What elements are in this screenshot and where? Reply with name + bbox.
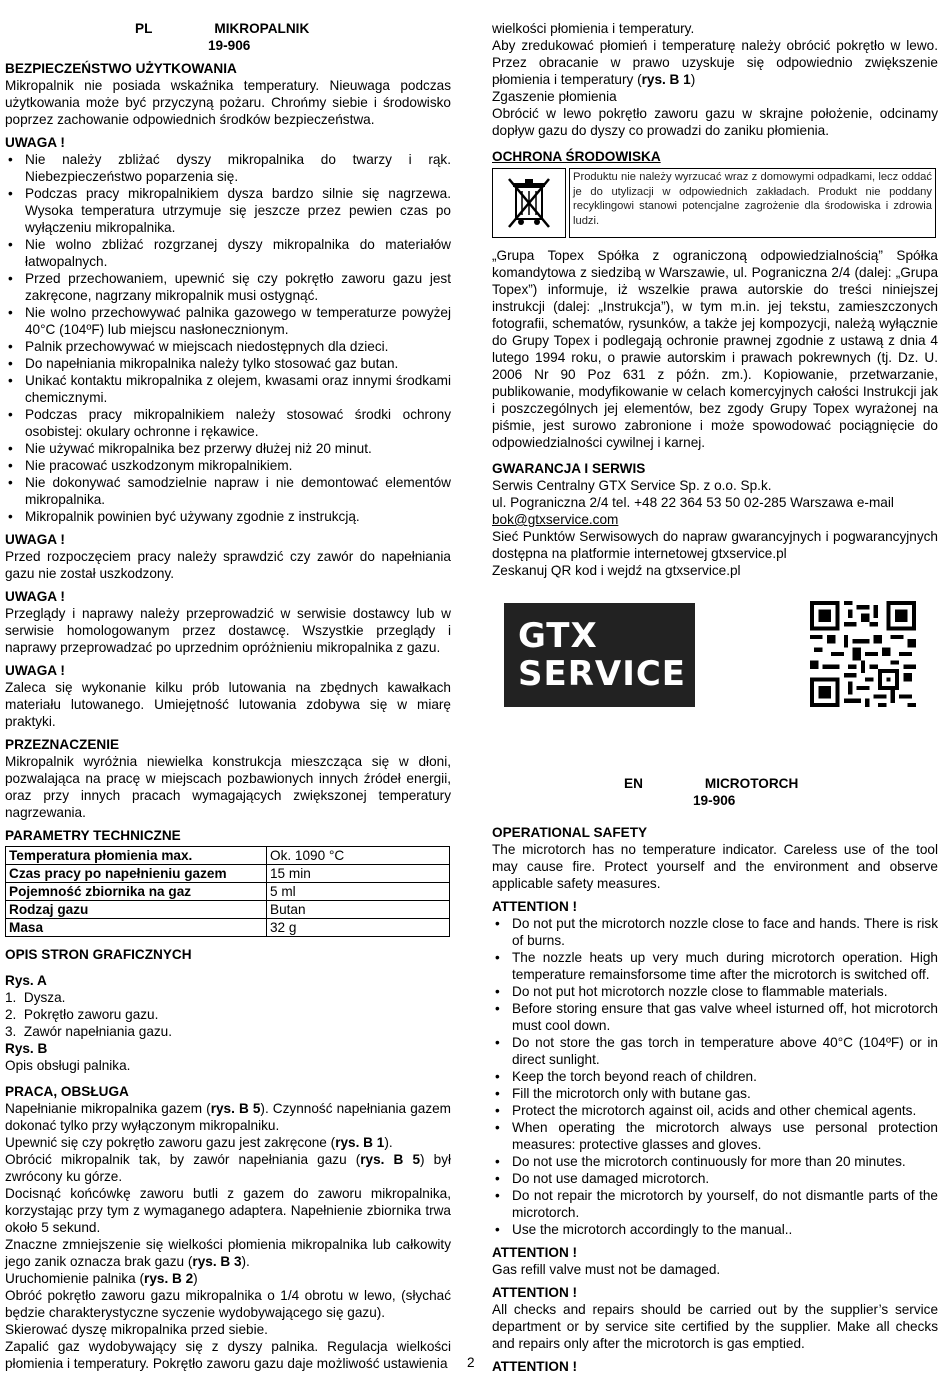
pl-op-9: Zapalić gaz wydobywający się z dyszy palnika. Regulacja wielkości płomienia i temperatury. Pokrętło zaworu gazu daje możliwość ustawienia [5,1339,451,1371]
pl-fig-a-label: Rys. A [5,973,47,988]
en-model-number: 19-906 [693,793,736,808]
pl-specs-table [5,846,450,937]
page-number: 2 [467,1355,475,1370]
pl-warning-label: UWAGA ! [5,135,65,150]
spec-value: Butan [267,901,450,919]
pl-warranty-line3: Sieć Punktów Serwisowych do napraw gwarancyjnych i pogwarancyjnych dostępna na platformie internetowej gtxservice.pl [492,529,938,561]
logo-line-1: GTX [518,616,598,656]
pl-specs-heading: PARAMETRY TECHNICZNE [5,828,181,843]
pl-op-6: Uruchomienie palnika (rys. B 2) [5,1271,198,1286]
list-item: • Nie używać mikropalnika bez przerwy dłużej niż 20 minut. [5,440,451,457]
pl-warranty-line2: ul. Pograniczna 2/4 tel. +48 22 364 53 50 02-285 Warszawa e-mail [492,495,894,510]
pl-warning-text-3: Przeglądy i naprawy należy przeprowadzić w serwisie dostawcy lub w serwisie homologowanym przez dostawcę. Wszystkie przeglądy i naprawy przeprowadzać po uprzednim opróżnieniu mikropalnika z gazu. [5,606,451,655]
pl-op-3: Obrócić mikropalnik tak, by zawór napełniania gazu (rys. B 5) był zwrócony ku górze. [5,1152,452,1184]
pl-op-4: Docisnąć końcówkę zaworu butli z gazem do zaworu mikropalnika, korzystając przy tym z wymaganego adaptera. Napełnienie zbiornika trwa około 5 sekund. [5,1186,451,1235]
table-row [6,901,450,919]
list-item: • Protect the microtorch against oil, acids and other chemical agents. [492,1102,938,1119]
table-row [6,847,450,865]
en-attention-label-4: ATTENTION ! [492,1359,578,1374]
pl-warnings-list [5,151,451,525]
list-item: • Do napełniania mikropalnika należy tylko stosować gaz butan. [5,355,451,372]
pl-lang-code: PL [135,21,153,36]
spec-value: 15 min [267,865,450,883]
list-item: • Unikać kontaktu mikropalnika z olejem, kwasami oraz innymi środkami chemicznymi. [5,372,451,406]
left-column [5,20,451,1372]
list-item: • Keep the torch beyond reach of children. [492,1068,938,1085]
list-item: • Nie dokonywać samodzielnie napraw i nie demontować elementów mikropalnika. [5,474,451,508]
pl-warning-label-3: UWAGA ! [5,589,65,604]
pl-warning-text-2: Przed rozpoczęciem pracy należy sprawdzić czy zawór do napełniania gazu nie został uszkodzony. [5,549,451,581]
pl-fig-b-text: Opis obsługi palnika. [5,1058,131,1073]
list-item: • Do not put the microtorch nozzle close to face and hands. There is risk of burns. [492,915,938,949]
en-attention-label: ATTENTION ! [492,899,578,914]
pl-safety-intro: Mikropalnik nie posiada wskaźnika temperatury. Nieuwaga podczas użytkowania może być przyczyną pożaru. Chrońmy siebie i środowisko poprzez zachowanie odpowiednich środków bezpieczeństwa. [5,78,451,127]
crossed-bin-icon [506,175,552,231]
pl-warning-label-4: UWAGA ! [5,663,65,678]
pl-op-8: Skierować dyszę mikropalnika przed siebie. [5,1322,268,1337]
qr-code-icon[interactable] [810,601,916,707]
spec-label: Masa [6,919,267,937]
spec-label: Pojemność zbiornika na gaz [6,883,267,901]
pl-warranty-heading: GWARANCJA I SERWIS [492,461,646,476]
list-item: • Do not use the microtorch continuously for more than 20 minutes. [492,1153,938,1170]
en-attention-label-2: ATTENTION ! [492,1245,578,1260]
list-item: • Podczas pracy mikropalnikiem dysza bardzo silnie się nagrzewa. Wysoka temperatura utrzymuje się jeszcze przez pewien czas po wyłączeniu mikropalnika. [5,185,451,236]
list-item: 3. Zawór napełniania gazu. [5,1024,173,1039]
en-attention-label-3: ATTENTION ! [492,1285,578,1300]
list-item: • The nozzle heats up very much during microtorch operation. High temperature remainsforsome time after the microtorch is switched off. [492,949,938,983]
pl-warning-label-2: UWAGA ! [5,532,65,547]
spec-label: Czas pracy po napełnieniu gazem [6,865,267,883]
pl-fig-b-label: Rys. B [5,1041,48,1056]
pl-graphics-heading: OPIS STRON GRAFICZNYCH [5,947,192,962]
table-row [6,865,450,883]
list-item: • Nie wolno zbliżać rozgrzanej dyszy mikropalnika do materiałów łatwopalnych. [5,236,451,270]
spec-value: Ok. 1090 °C [267,847,450,865]
list-item: 1. Dysza. [5,990,66,1005]
pl-purpose-heading: PRZEZNACZENIE [5,737,120,752]
pl-warranty-line4: Zeskanuj QR kod i wejdź na gtxservice.pl [492,563,741,578]
en-warnings-list [492,915,938,1238]
spec-value: 5 ml [267,883,450,901]
pl-model-number: 19-906 [208,38,251,53]
list-item: • Nie należy zbliżać dyszy mikropalnika do twarzy i rąk. Niebezpieczeństwo poparzenia się. [5,151,451,185]
en-safety-intro: The microtorch has no temperature indicator. Careless use of the tool may cause fire. Protect yourself and the environment and observe applicable safety measures. [492,842,938,891]
pl-warning-text-4: Zaleca się wykonanie kilku prób lutowania na zbędnych kawałkach materiału lutowanego. Umiejętność lutowania zdobywa się w miarę praktyki. [5,680,451,729]
weee-notice [492,168,938,238]
spec-value: 32 g [267,919,450,937]
table-row [6,919,450,937]
pl-operation-heading: PRACA, OBSŁUGA [5,1084,129,1099]
pl-op-2: Upewnić się czy pokrętło zaworu gazu jest zakręcone (rys. B 1). [5,1135,393,1150]
list-item: • Nie wolno przechowywać palnika gazowego w temperaturze powyżej 40°C (104ºF) lub miejscu nasłonecznionym. [5,304,451,338]
pl-copyright-text: „Grupa Topex Spółka z ograniczoną odpowiedzialnością” Spółka komandytowa z siedzibą w Warszawie, ul. Pograniczna 2/4 (dalej: „Grupa Topex”) informuje, iż wszelkie prawa autorskie do treści niniejszej instrukcji (dalej: „Instrukcja”), w tym m.in. jej tekstu, zamieszczonych fotografii, schematów, rysunków, a także jej kompozycji, należą wyłącznie do Grupy Topex i podlegają ochronie prawnej zgodnie z ustawą z dnia 4 lutego 1994 roku, o prawie autorskim i prawach pokrewnych (tj. Dz. U. 2006 Nr 90 Poz 631 z późn. zm.). Kopiowanie, przetwarzanie, publikowanie, modyfikowanie w celach komercyjnych całości Instrukcji jak i poszczególnych jej elementów, bez zgody Grupy Topex wyrażonej na piśmie, jest surowo zabronione i może spowodować pociągnięcie do odpowiedzialności cywilnej i karnej. [492,248,938,450]
pl-op-5: Znaczne zmniejszenie się wielkości płomienia mikropalnika lub całkowity jego zanik oznacza brak gazu (rys. B 3). [5,1237,451,1269]
pl-extinguish-heading: Zgaszenie płomienia [492,89,617,104]
logos-area [492,579,938,749]
list-item: • Do not use damaged microtorch. [492,1170,938,1187]
list-item: • Palnik przechowywać w miejscach niedostępnych dla dzieci. [5,338,451,355]
weee-box [492,168,566,238]
en-attention-text-3: All checks and repairs should be carried out by the supplier’s service department or by service site certified by the supplier. Make all checks and repairs only after the microtorch is gas emptied. [492,1302,938,1351]
en-safety-heading: OPERATIONAL SAFETY [492,825,648,840]
list-item: • Do not store the gas torch in temperature above 40°C (104ºF) or in direct sunlight. [492,1034,938,1068]
pl-fig-a-list [5,989,451,1040]
list-item: • Do not repair the microtorch by yourself, do not dismantle parts of the microtorch. [492,1187,938,1221]
spec-label: Rodzaj gazu [6,901,267,919]
list-item: • Use the microtorch accordingly to the manual.. [492,1221,938,1238]
en-product-title: MICROTORCH [704,776,799,791]
right-column [492,20,938,1375]
list-item: 2. Pokrętło zaworu gazu. [5,1007,159,1022]
en-lang-code: EN [624,776,643,791]
pl-op-7: Obróć pokrętło zaworu gazu mikropalnika o 1/4 obrotu w lewo, (słychać będzie charakterystyczne syczenie wydobywającego się gazu). [5,1288,451,1320]
spec-label: Temperatura płomienia max. [6,847,267,865]
pl-purpose-text: Mikropalnik wyróżnia niewielka konstrukcja mieszcząca się w dłoni, pozwalająca na pracę w miejscach pozbawionych innych źródeł energii, oraz przy innych pracach wymagających zwiększonej temperatury nagrzewania. [5,754,451,820]
en-attention-text-2: Gas refill valve must not be damaged. [492,1262,721,1277]
pl-warranty-line1: Serwis Centralny GTX Service Sp. z o.o. Sp.k. [492,478,772,493]
list-item: • Nie pracować uszkodzonym mikropalnikiem. [5,457,451,474]
pl-op-10: Aby zredukować płomień i temperaturę należy obrócić pokrętło w lewo. Przez obracanie w prawo uzyskuje się odpowiednio zwiększenie płomienia i temperatury (rys. B 1) [492,38,938,87]
list-item: • Mikropalnik powinien być używany zgodnie z instrukcją. [5,508,451,525]
list-item: • Fill the microtorch only with butane gas. [492,1085,938,1102]
pl-product-title: MIKROPALNIK [214,21,310,36]
pl-warranty-email-link[interactable]: bok@gtxservice.com [492,512,619,527]
pl-op-1: Napełnianie mikropalnika gazem (rys. B 5). Czynność napełniania gazem dokonać tylko przy wyłączonym mikropalniku. [5,1101,451,1133]
pl-title-row [5,20,451,37]
en-title-row [492,775,938,792]
table-row [6,883,450,901]
list-item: • Before storing ensure that gas valve wheel isturned off, hot microtorch must cool down. [492,1000,938,1034]
gtx-service-logo [504,603,695,707]
pl-env-heading: OCHRONA ŚRODOWISKA [492,149,661,164]
weee-text: Produktu nie należy wyrzucać wraz z domowymi odpadkami, lecz oddać je do utylizacji w odpowiednich zakładach. Produkt nie poddany recyklingowi stanowi potencjalne zagrożenie dla środowiska i zdrowia ludzi. [569,168,936,238]
list-item: • When operating the microtorch always use personal protection measures: protective glasses and gloves. [492,1119,938,1153]
logo-line-2: SERVICE [518,654,687,694]
pl-safety-heading: BEZPIECZEŃSTWO UŻYTKOWANIA [5,61,237,76]
list-item: • Podczas pracy mikropalnikiem należy stosować środki ochrony osobistej: okulary ochronne i rękawice. [5,406,451,440]
list-item: • Przed przechowaniem, upewnić się czy pokrętło zaworu gazu jest zakręcone, nagrzany mikropalnik musi ostygnąć. [5,270,451,304]
pl-op-9-cont: wielkości płomienia i temperatury. [492,21,695,36]
pl-extinguish-text: Obrócić w lewo pokrętło zaworu gazu w skrajne położenie, odcinamy dopływ gazu do dyszy co prowadzi do zaniku płomienia. [492,106,938,138]
list-item: • Do not put hot microtorch nozzle close to flammable materials. [492,983,938,1000]
